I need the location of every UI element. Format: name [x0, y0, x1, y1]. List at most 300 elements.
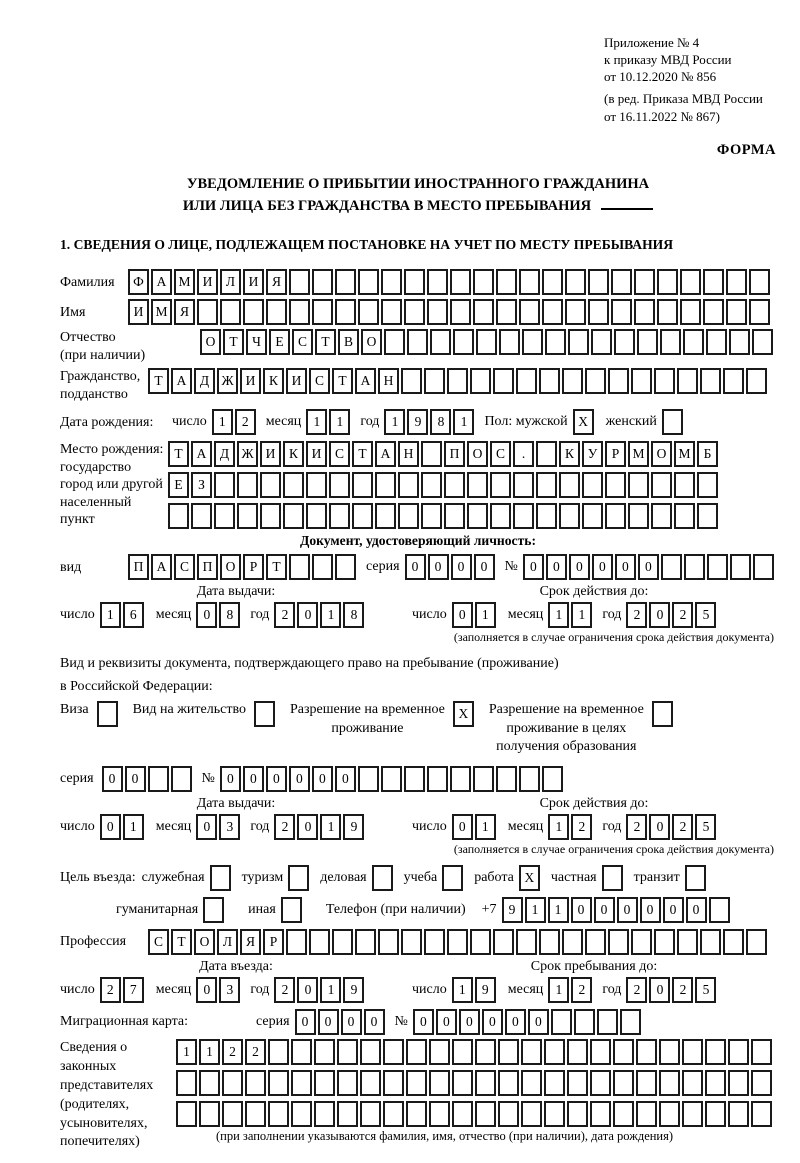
char-cell[interactable]: [674, 503, 695, 529]
char-cell[interactable]: [406, 1070, 427, 1096]
char-cell[interactable]: [314, 1070, 335, 1096]
char-cell[interactable]: [519, 766, 540, 792]
char-cell[interactable]: [335, 299, 356, 325]
char-cell[interactable]: [677, 929, 698, 955]
char-cell[interactable]: [283, 472, 304, 498]
char-cell[interactable]: [452, 1101, 473, 1127]
char-cell[interactable]: 1: [306, 409, 327, 435]
char-cell[interactable]: 0: [649, 602, 670, 628]
char-cell[interactable]: [723, 368, 744, 394]
char-cell[interactable]: Л: [217, 929, 238, 955]
char-cell[interactable]: [659, 1039, 680, 1065]
char-cell[interactable]: [682, 1101, 703, 1127]
char-cell[interactable]: Д: [194, 368, 215, 394]
char-cell[interactable]: М: [174, 269, 195, 295]
char-cell[interactable]: [620, 1009, 641, 1035]
char-cell[interactable]: И: [240, 368, 261, 394]
char-cell[interactable]: 1: [199, 1039, 220, 1065]
char-cell[interactable]: 0: [297, 814, 318, 840]
char-cell[interactable]: [268, 1039, 289, 1065]
char-cell[interactable]: [475, 1039, 496, 1065]
char-cell[interactable]: 2: [100, 977, 121, 1003]
char-cell[interactable]: Н: [378, 368, 399, 394]
char-cell[interactable]: [536, 472, 557, 498]
char-cell[interactable]: [637, 329, 658, 355]
char-cell[interactable]: [628, 503, 649, 529]
char-cell[interactable]: [335, 269, 356, 295]
char-cell[interactable]: [602, 865, 623, 891]
char-cell[interactable]: [682, 1039, 703, 1065]
char-cell[interactable]: [697, 472, 718, 498]
char-cell[interactable]: [283, 503, 304, 529]
char-cell[interactable]: [490, 472, 511, 498]
char-cell[interactable]: 0: [102, 766, 123, 792]
char-cell[interactable]: X: [453, 701, 474, 727]
char-cell[interactable]: [398, 472, 419, 498]
char-cell[interactable]: [337, 1039, 358, 1065]
char-cell[interactable]: [427, 299, 448, 325]
char-cell[interactable]: А: [355, 368, 376, 394]
char-cell[interactable]: [544, 1070, 565, 1096]
char-cell[interactable]: 1: [452, 977, 473, 1003]
char-cell[interactable]: [611, 299, 632, 325]
char-cell[interactable]: [585, 368, 606, 394]
char-cell[interactable]: [220, 299, 241, 325]
char-cell[interactable]: [197, 299, 218, 325]
char-cell[interactable]: 2: [626, 977, 647, 1003]
char-cell[interactable]: [452, 1039, 473, 1065]
char-cell[interactable]: 0: [459, 1009, 480, 1035]
char-cell[interactable]: 2: [672, 977, 693, 1003]
char-cell[interactable]: [682, 1070, 703, 1096]
char-cell[interactable]: [199, 1070, 220, 1096]
char-cell[interactable]: [700, 368, 721, 394]
char-cell[interactable]: 0: [638, 554, 659, 580]
char-cell[interactable]: С: [148, 929, 169, 955]
char-cell[interactable]: [384, 329, 405, 355]
char-cell[interactable]: 1: [320, 814, 341, 840]
char-cell[interactable]: 0: [312, 766, 333, 792]
char-cell[interactable]: [378, 929, 399, 955]
char-cell[interactable]: 2: [222, 1039, 243, 1065]
char-cell[interactable]: 0: [594, 897, 615, 923]
char-cell[interactable]: [375, 472, 396, 498]
char-cell[interactable]: [372, 865, 393, 891]
char-cell[interactable]: 0: [571, 897, 592, 923]
char-cell[interactable]: [746, 368, 767, 394]
char-cell[interactable]: Т: [332, 368, 353, 394]
char-cell[interactable]: [424, 929, 445, 955]
char-cell[interactable]: [562, 368, 583, 394]
char-cell[interactable]: 2: [571, 814, 592, 840]
char-cell[interactable]: 8: [343, 602, 364, 628]
char-cell[interactable]: [191, 503, 212, 529]
char-cell[interactable]: [654, 368, 675, 394]
char-cell[interactable]: [329, 503, 350, 529]
char-cell[interactable]: [496, 766, 517, 792]
char-cell[interactable]: 1: [453, 409, 474, 435]
char-cell[interactable]: [427, 766, 448, 792]
char-cell[interactable]: С: [174, 554, 195, 580]
char-cell[interactable]: [551, 1009, 572, 1035]
char-cell[interactable]: [306, 472, 327, 498]
char-cell[interactable]: Т: [168, 441, 189, 467]
char-cell[interactable]: [493, 929, 514, 955]
char-cell[interactable]: [749, 269, 770, 295]
char-cell[interactable]: [705, 1101, 726, 1127]
char-cell[interactable]: 9: [343, 814, 364, 840]
char-cell[interactable]: [723, 929, 744, 955]
char-cell[interactable]: [470, 929, 491, 955]
char-cell[interactable]: [291, 1101, 312, 1127]
char-cell[interactable]: 9: [475, 977, 496, 1003]
char-cell[interactable]: 0: [649, 977, 670, 1003]
char-cell[interactable]: [314, 1101, 335, 1127]
char-cell[interactable]: [588, 299, 609, 325]
char-cell[interactable]: [585, 929, 606, 955]
char-cell[interactable]: [266, 299, 287, 325]
char-cell[interactable]: [749, 299, 770, 325]
char-cell[interactable]: [447, 929, 468, 955]
char-cell[interactable]: Я: [240, 929, 261, 955]
char-cell[interactable]: [289, 554, 310, 580]
char-cell[interactable]: 6: [123, 602, 144, 628]
char-cell[interactable]: О: [361, 329, 382, 355]
char-cell[interactable]: [168, 503, 189, 529]
char-cell[interactable]: [442, 865, 463, 891]
char-cell[interactable]: 0: [528, 1009, 549, 1035]
char-cell[interactable]: [467, 472, 488, 498]
char-cell[interactable]: 0: [452, 602, 473, 628]
char-cell[interactable]: 1: [212, 409, 233, 435]
char-cell[interactable]: [545, 329, 566, 355]
char-cell[interactable]: [467, 503, 488, 529]
char-cell[interactable]: 0: [505, 1009, 526, 1035]
char-cell[interactable]: И: [260, 441, 281, 467]
char-cell[interactable]: 2: [274, 814, 295, 840]
char-cell[interactable]: [475, 1070, 496, 1096]
char-cell[interactable]: С: [309, 368, 330, 394]
char-cell[interactable]: 2: [274, 977, 295, 1003]
char-cell[interactable]: [268, 1101, 289, 1127]
char-cell[interactable]: [381, 269, 402, 295]
char-cell[interactable]: 8: [430, 409, 451, 435]
char-cell[interactable]: 0: [289, 766, 310, 792]
char-cell[interactable]: [383, 1039, 404, 1065]
char-cell[interactable]: [421, 503, 442, 529]
char-cell[interactable]: [288, 865, 309, 891]
char-cell[interactable]: [568, 329, 589, 355]
char-cell[interactable]: В: [338, 329, 359, 355]
char-cell[interactable]: [542, 269, 563, 295]
char-cell[interactable]: [97, 701, 118, 727]
char-cell[interactable]: А: [191, 441, 212, 467]
char-cell[interactable]: 0: [546, 554, 567, 580]
char-cell[interactable]: [697, 503, 718, 529]
char-cell[interactable]: [680, 299, 701, 325]
char-cell[interactable]: 1: [475, 814, 496, 840]
char-cell[interactable]: 2: [672, 602, 693, 628]
char-cell[interactable]: [674, 472, 695, 498]
char-cell[interactable]: [383, 1101, 404, 1127]
char-cell[interactable]: К: [283, 441, 304, 467]
char-cell[interactable]: М: [151, 299, 172, 325]
char-cell[interactable]: 3: [219, 814, 240, 840]
char-cell[interactable]: [401, 929, 422, 955]
char-cell[interactable]: [709, 897, 730, 923]
char-cell[interactable]: П: [444, 441, 465, 467]
char-cell[interactable]: [306, 503, 327, 529]
char-cell[interactable]: С: [329, 441, 350, 467]
char-cell[interactable]: [544, 1101, 565, 1127]
char-cell[interactable]: Т: [352, 441, 373, 467]
char-cell[interactable]: [450, 269, 471, 295]
char-cell[interactable]: [705, 1039, 726, 1065]
char-cell[interactable]: [398, 503, 419, 529]
char-cell[interactable]: [657, 269, 678, 295]
char-cell[interactable]: У: [582, 441, 603, 467]
char-cell[interactable]: М: [674, 441, 695, 467]
char-cell[interactable]: [260, 503, 281, 529]
char-cell[interactable]: [521, 1101, 542, 1127]
char-cell[interactable]: [355, 929, 376, 955]
char-cell[interactable]: 1: [571, 602, 592, 628]
char-cell[interactable]: [614, 329, 635, 355]
char-cell[interactable]: [444, 472, 465, 498]
char-cell[interactable]: Р: [243, 554, 264, 580]
char-cell[interactable]: [613, 1039, 634, 1065]
char-cell[interactable]: [337, 1101, 358, 1127]
char-cell[interactable]: Т: [315, 329, 336, 355]
char-cell[interactable]: [498, 1101, 519, 1127]
char-cell[interactable]: Ф: [128, 269, 149, 295]
char-cell[interactable]: [237, 503, 258, 529]
char-cell[interactable]: [429, 1101, 450, 1127]
char-cell[interactable]: [268, 1070, 289, 1096]
char-cell[interactable]: И: [197, 269, 218, 295]
char-cell[interactable]: 0: [686, 897, 707, 923]
char-cell[interactable]: [360, 1101, 381, 1127]
char-cell[interactable]: О: [651, 441, 672, 467]
char-cell[interactable]: 0: [649, 814, 670, 840]
char-cell[interactable]: [424, 368, 445, 394]
char-cell[interactable]: [375, 503, 396, 529]
char-cell[interactable]: 2: [672, 814, 693, 840]
char-cell[interactable]: 5: [695, 814, 716, 840]
char-cell[interactable]: Р: [605, 441, 626, 467]
char-cell[interactable]: [429, 1039, 450, 1065]
char-cell[interactable]: [590, 1070, 611, 1096]
char-cell[interactable]: И: [243, 269, 264, 295]
char-cell[interactable]: [661, 554, 682, 580]
char-cell[interactable]: [726, 299, 747, 325]
char-cell[interactable]: [450, 766, 471, 792]
char-cell[interactable]: [453, 329, 474, 355]
char-cell[interactable]: [498, 1070, 519, 1096]
char-cell[interactable]: [559, 503, 580, 529]
char-cell[interactable]: К: [263, 368, 284, 394]
char-cell[interactable]: [498, 1039, 519, 1065]
char-cell[interactable]: [588, 269, 609, 295]
char-cell[interactable]: 0: [364, 1009, 385, 1035]
char-cell[interactable]: 2: [245, 1039, 266, 1065]
char-cell[interactable]: [582, 472, 603, 498]
char-cell[interactable]: 9: [343, 977, 364, 1003]
char-cell[interactable]: [499, 329, 520, 355]
char-cell[interactable]: 1: [475, 602, 496, 628]
char-cell[interactable]: [222, 1070, 243, 1096]
char-cell[interactable]: 0: [125, 766, 146, 792]
char-cell[interactable]: [683, 329, 704, 355]
char-cell[interactable]: [605, 472, 626, 498]
char-cell[interactable]: 0: [615, 554, 636, 580]
char-cell[interactable]: X: [573, 409, 594, 435]
char-cell[interactable]: 2: [626, 602, 647, 628]
char-cell[interactable]: [565, 299, 586, 325]
char-cell[interactable]: А: [375, 441, 396, 467]
char-cell[interactable]: [582, 503, 603, 529]
char-cell[interactable]: [726, 269, 747, 295]
char-cell[interactable]: 1: [100, 602, 121, 628]
char-cell[interactable]: [544, 1039, 565, 1065]
char-cell[interactable]: [565, 269, 586, 295]
char-cell[interactable]: [314, 1039, 335, 1065]
char-cell[interactable]: Т: [171, 929, 192, 955]
char-cell[interactable]: 9: [502, 897, 523, 923]
char-cell[interactable]: 2: [274, 602, 295, 628]
char-cell[interactable]: 0: [405, 554, 426, 580]
char-cell[interactable]: 0: [297, 602, 318, 628]
char-cell[interactable]: [476, 329, 497, 355]
char-cell[interactable]: [751, 1070, 772, 1096]
char-cell[interactable]: [493, 368, 514, 394]
char-cell[interactable]: [176, 1101, 197, 1127]
char-cell[interactable]: 1: [548, 977, 569, 1003]
char-cell[interactable]: [652, 701, 673, 727]
char-cell[interactable]: X: [519, 865, 540, 891]
char-cell[interactable]: [519, 269, 540, 295]
char-cell[interactable]: [176, 1070, 197, 1096]
char-cell[interactable]: [289, 269, 310, 295]
char-cell[interactable]: [291, 1070, 312, 1096]
char-cell[interactable]: 0: [592, 554, 613, 580]
char-cell[interactable]: [636, 1039, 657, 1065]
char-cell[interactable]: [148, 766, 169, 792]
char-cell[interactable]: 1: [548, 814, 569, 840]
char-cell[interactable]: [654, 929, 675, 955]
char-cell[interactable]: Н: [398, 441, 419, 467]
char-cell[interactable]: [245, 1101, 266, 1127]
char-cell[interactable]: [608, 368, 629, 394]
char-cell[interactable]: [214, 503, 235, 529]
char-cell[interactable]: [473, 299, 494, 325]
char-cell[interactable]: [360, 1039, 381, 1065]
char-cell[interactable]: 5: [695, 977, 716, 1003]
char-cell[interactable]: Я: [266, 269, 287, 295]
char-cell[interactable]: [567, 1070, 588, 1096]
char-cell[interactable]: З: [191, 472, 212, 498]
char-cell[interactable]: [360, 1070, 381, 1096]
char-cell[interactable]: [286, 929, 307, 955]
char-cell[interactable]: 0: [474, 554, 495, 580]
char-cell[interactable]: [753, 554, 774, 580]
char-cell[interactable]: [496, 299, 517, 325]
char-cell[interactable]: 0: [295, 1009, 316, 1035]
char-cell[interactable]: [703, 269, 724, 295]
char-cell[interactable]: [590, 1101, 611, 1127]
char-cell[interactable]: [429, 1070, 450, 1096]
char-cell[interactable]: [312, 269, 333, 295]
char-cell[interactable]: [752, 329, 773, 355]
char-cell[interactable]: [636, 1070, 657, 1096]
char-cell[interactable]: Ж: [217, 368, 238, 394]
char-cell[interactable]: 0: [196, 977, 217, 1003]
char-cell[interactable]: С: [490, 441, 511, 467]
char-cell[interactable]: [475, 1101, 496, 1127]
char-cell[interactable]: [358, 766, 379, 792]
char-cell[interactable]: [662, 409, 683, 435]
char-cell[interactable]: [685, 865, 706, 891]
char-cell[interactable]: [728, 1070, 749, 1096]
char-cell[interactable]: [312, 299, 333, 325]
char-cell[interactable]: [605, 503, 626, 529]
char-cell[interactable]: 0: [413, 1009, 434, 1035]
char-cell[interactable]: 0: [569, 554, 590, 580]
char-cell[interactable]: О: [194, 929, 215, 955]
char-cell[interactable]: [522, 329, 543, 355]
char-cell[interactable]: 0: [266, 766, 287, 792]
char-cell[interactable]: 0: [196, 602, 217, 628]
char-cell[interactable]: [404, 766, 425, 792]
char-cell[interactable]: [680, 269, 701, 295]
char-cell[interactable]: [651, 472, 672, 498]
char-cell[interactable]: [559, 472, 580, 498]
char-cell[interactable]: [513, 472, 534, 498]
char-cell[interactable]: Р: [263, 929, 284, 955]
char-cell[interactable]: [542, 766, 563, 792]
char-cell[interactable]: 2: [571, 977, 592, 1003]
char-cell[interactable]: [352, 503, 373, 529]
char-cell[interactable]: [705, 1070, 726, 1096]
char-cell[interactable]: [608, 929, 629, 955]
char-cell[interactable]: [473, 269, 494, 295]
char-cell[interactable]: [358, 299, 379, 325]
char-cell[interactable]: 0: [640, 897, 661, 923]
char-cell[interactable]: [751, 1101, 772, 1127]
char-cell[interactable]: 1: [548, 602, 569, 628]
char-cell[interactable]: 0: [428, 554, 449, 580]
char-cell[interactable]: [254, 701, 275, 727]
char-cell[interactable]: [707, 554, 728, 580]
char-cell[interactable]: [406, 1101, 427, 1127]
char-cell[interactable]: 0: [318, 1009, 339, 1035]
char-cell[interactable]: [447, 368, 468, 394]
char-cell[interactable]: [728, 1039, 749, 1065]
char-cell[interactable]: А: [151, 554, 172, 580]
char-cell[interactable]: [636, 1101, 657, 1127]
char-cell[interactable]: [567, 1039, 588, 1065]
char-cell[interactable]: [634, 299, 655, 325]
char-cell[interactable]: [539, 929, 560, 955]
char-cell[interactable]: [329, 472, 350, 498]
char-cell[interactable]: [260, 472, 281, 498]
char-cell[interactable]: 0: [297, 977, 318, 1003]
char-cell[interactable]: И: [286, 368, 307, 394]
char-cell[interactable]: 0: [196, 814, 217, 840]
char-cell[interactable]: [521, 1039, 542, 1065]
char-cell[interactable]: 0: [663, 897, 684, 923]
char-cell[interactable]: [562, 929, 583, 955]
